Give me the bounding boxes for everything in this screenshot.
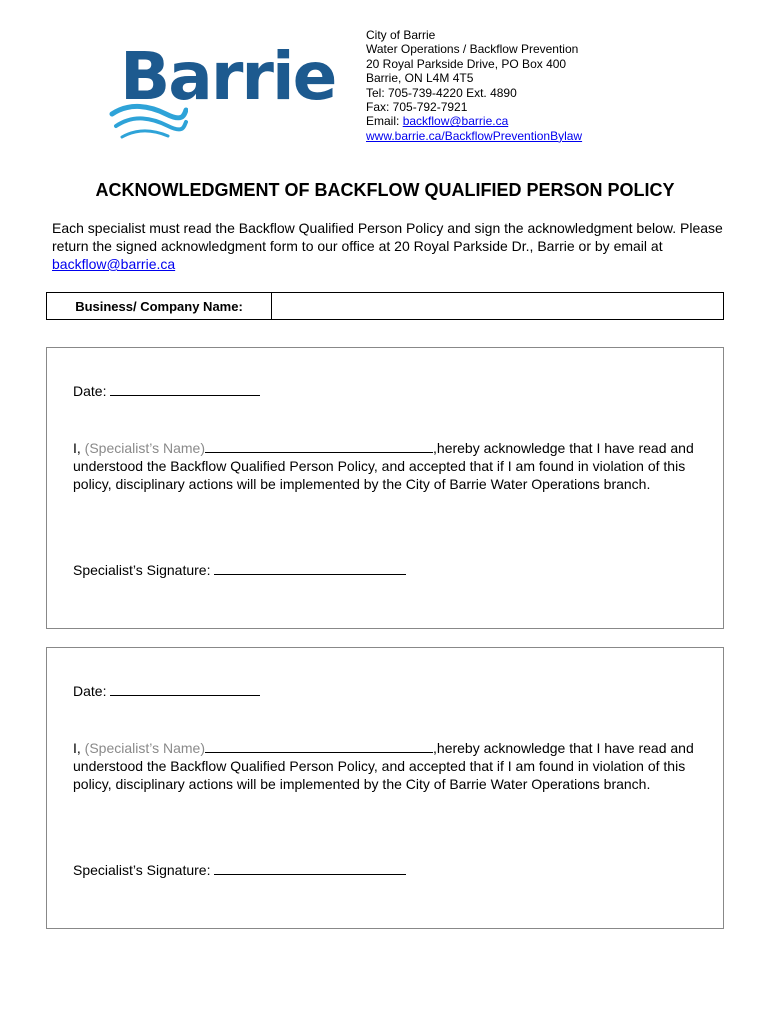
signature-field[interactable] (214, 562, 406, 575)
signature-row (73, 862, 406, 878)
contact-website-row (366, 129, 582, 143)
website-link[interactable]: www.barrie.ca/BackflowPreventionBylaw (366, 128, 583, 143)
acknowledgment-text (73, 739, 703, 793)
contact-block (366, 28, 582, 143)
date-row (73, 383, 260, 399)
acknowledgment-box-2 (46, 647, 724, 929)
company-name-field[interactable] (272, 293, 723, 319)
document-title: ACKNOWLEDGMENT OF BACKFLOW QUALIFIED PERSON POLICY (95, 180, 675, 200)
date-row (73, 683, 260, 699)
specialist-name-hint: (Specialist’s Name) (84, 440, 206, 456)
specialist-name-field[interactable] (205, 440, 433, 453)
contact-line: 20 Royal Parkside Drive, PO Box 400 (366, 56, 567, 71)
signature-field[interactable] (214, 862, 406, 875)
signature-label: Specialist’s Signature: (73, 562, 211, 578)
signature-row (73, 562, 406, 578)
contact-line: Water Operations / Backflow Prevention (366, 42, 579, 57)
ack-prefix: I, (73, 740, 85, 756)
contact-fax: Fax: 705-792-7921 (366, 100, 468, 115)
contact-email-link[interactable]: backflow@barrie.ca (402, 114, 509, 129)
contact-line: Barrie, ON L4M 4T5 (366, 71, 474, 86)
specialist-name-field[interactable] (205, 740, 433, 753)
waves-icon (108, 92, 188, 142)
date-field[interactable] (110, 683, 260, 696)
signature-label: Specialist’s Signature: (73, 862, 211, 878)
acknowledgment-box-1 (46, 347, 724, 629)
intro-email-link[interactable]: backflow@barrie.ca (52, 256, 176, 272)
intro-text: Each specialist must read the Backflow Qualified Person Policy and sign the acknowledgment below. Please return the signed acknowledgment form to our office at 20 Royal Parkside Dr., Barrie or by email at (52, 220, 723, 254)
date-label: Date: (73, 683, 107, 699)
ack-body: ,hereby acknowledge that I have read and understood the Backflow Qualified Person Policy, and accepted that if I am found in violation of this policy, disciplinary actions will be implemented by the City of Barrie Water Operations branch. (73, 440, 694, 492)
barrie-logo (108, 38, 338, 144)
specialist-name-hint: (Specialist’s Name) (84, 740, 206, 756)
company-name-label: Business/ Company Name: (47, 293, 272, 319)
company-name-row (46, 292, 724, 320)
date-field[interactable] (110, 383, 260, 396)
acknowledgment-text (73, 439, 703, 493)
ack-body: ,hereby acknowledge that I have read and understood the Backflow Qualified Person Policy, and accepted that if I am found in violation of this policy, disciplinary actions will be implemented by the City of Barrie Water Operations branch. (73, 740, 694, 792)
contact-email-row (366, 114, 582, 128)
email-label: Email: (366, 114, 403, 129)
date-label: Date: (73, 383, 107, 399)
ack-prefix: I, (73, 440, 85, 456)
logo-text: Barrie (120, 38, 336, 115)
contact-tel: Tel: 705-739-4220 Ext. 4890 (366, 85, 517, 100)
contact-line: City of Barrie (366, 28, 436, 42)
intro-paragraph (52, 219, 732, 273)
